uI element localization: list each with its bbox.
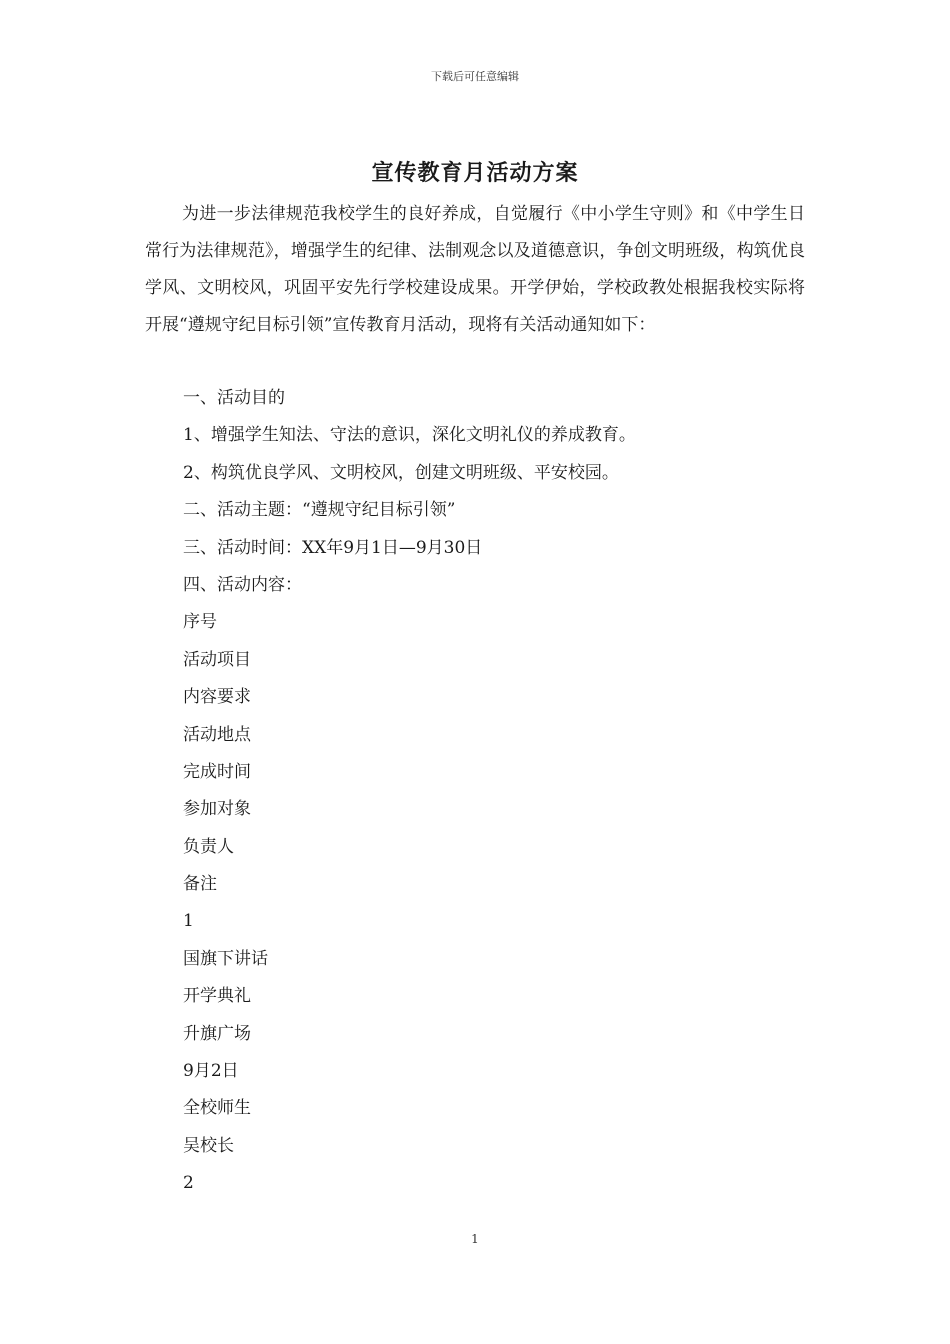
section-heading-purpose: 一、活动目的 bbox=[183, 388, 285, 408]
table-header-cell: 完成时间 bbox=[183, 761, 251, 782]
purpose-item: 2、构筑优良学风、文明校风，创建文明班级、平安校园。 bbox=[183, 462, 619, 483]
section-heading-theme: 二、活动主题：“遵规守纪目标引领” bbox=[183, 500, 456, 521]
table-cell: 国旗下讲话 bbox=[183, 948, 268, 969]
table-cell: 9月2日 bbox=[183, 1061, 239, 1082]
intro-paragraph: 为进一步法律规范我校学生的良好养成，自觉履行《中小学生守则》和《中学生日常行为法律规范》，增强学生的纪律、法制观念以及道德意识，争创文明班级，构筑优良学风、文明校风，巩固平安先行学校建设成果。开学伊始，学校政教处根据我校实际将开展“遵规守纪目标引领”宣传教育月活动，现将有关活动通知如下： bbox=[145, 204, 805, 335]
table-cell: 开学典礼 bbox=[183, 986, 251, 1007]
page-header: 下载后可任意编辑 bbox=[431, 70, 519, 83]
table-header-cell: 活动地点 bbox=[183, 724, 251, 745]
table-cell: 升旗广场 bbox=[183, 1023, 251, 1044]
document-title: 宣传教育月活动方案 bbox=[371, 160, 579, 186]
table-cell: 吴校长 bbox=[183, 1135, 234, 1156]
section-heading-content: 四、活动内容： bbox=[183, 574, 302, 595]
table-header-cell: 备注 bbox=[183, 874, 217, 895]
table-header-cell: 活动项目 bbox=[183, 649, 251, 670]
table-header-cell: 内容要求 bbox=[183, 687, 251, 708]
table-header-cell: 负责人 bbox=[183, 836, 234, 857]
table-cell: 1 bbox=[183, 911, 194, 932]
table-cell: 2 bbox=[183, 1173, 194, 1194]
page-number: 1 bbox=[471, 1232, 479, 1246]
table-header-cell: 序号 bbox=[183, 612, 217, 633]
section-heading-time: 三、活动时间：XX年9月1日—9月30日 bbox=[183, 537, 483, 558]
table-cell: 全校师生 bbox=[183, 1098, 251, 1119]
table-header-cell: 参加对象 bbox=[183, 799, 251, 820]
content-lines bbox=[183, 380, 803, 1203]
purpose-item: 1、增强学生知法、守法的意识，深化文明礼仪的养成教育。 bbox=[183, 425, 636, 446]
